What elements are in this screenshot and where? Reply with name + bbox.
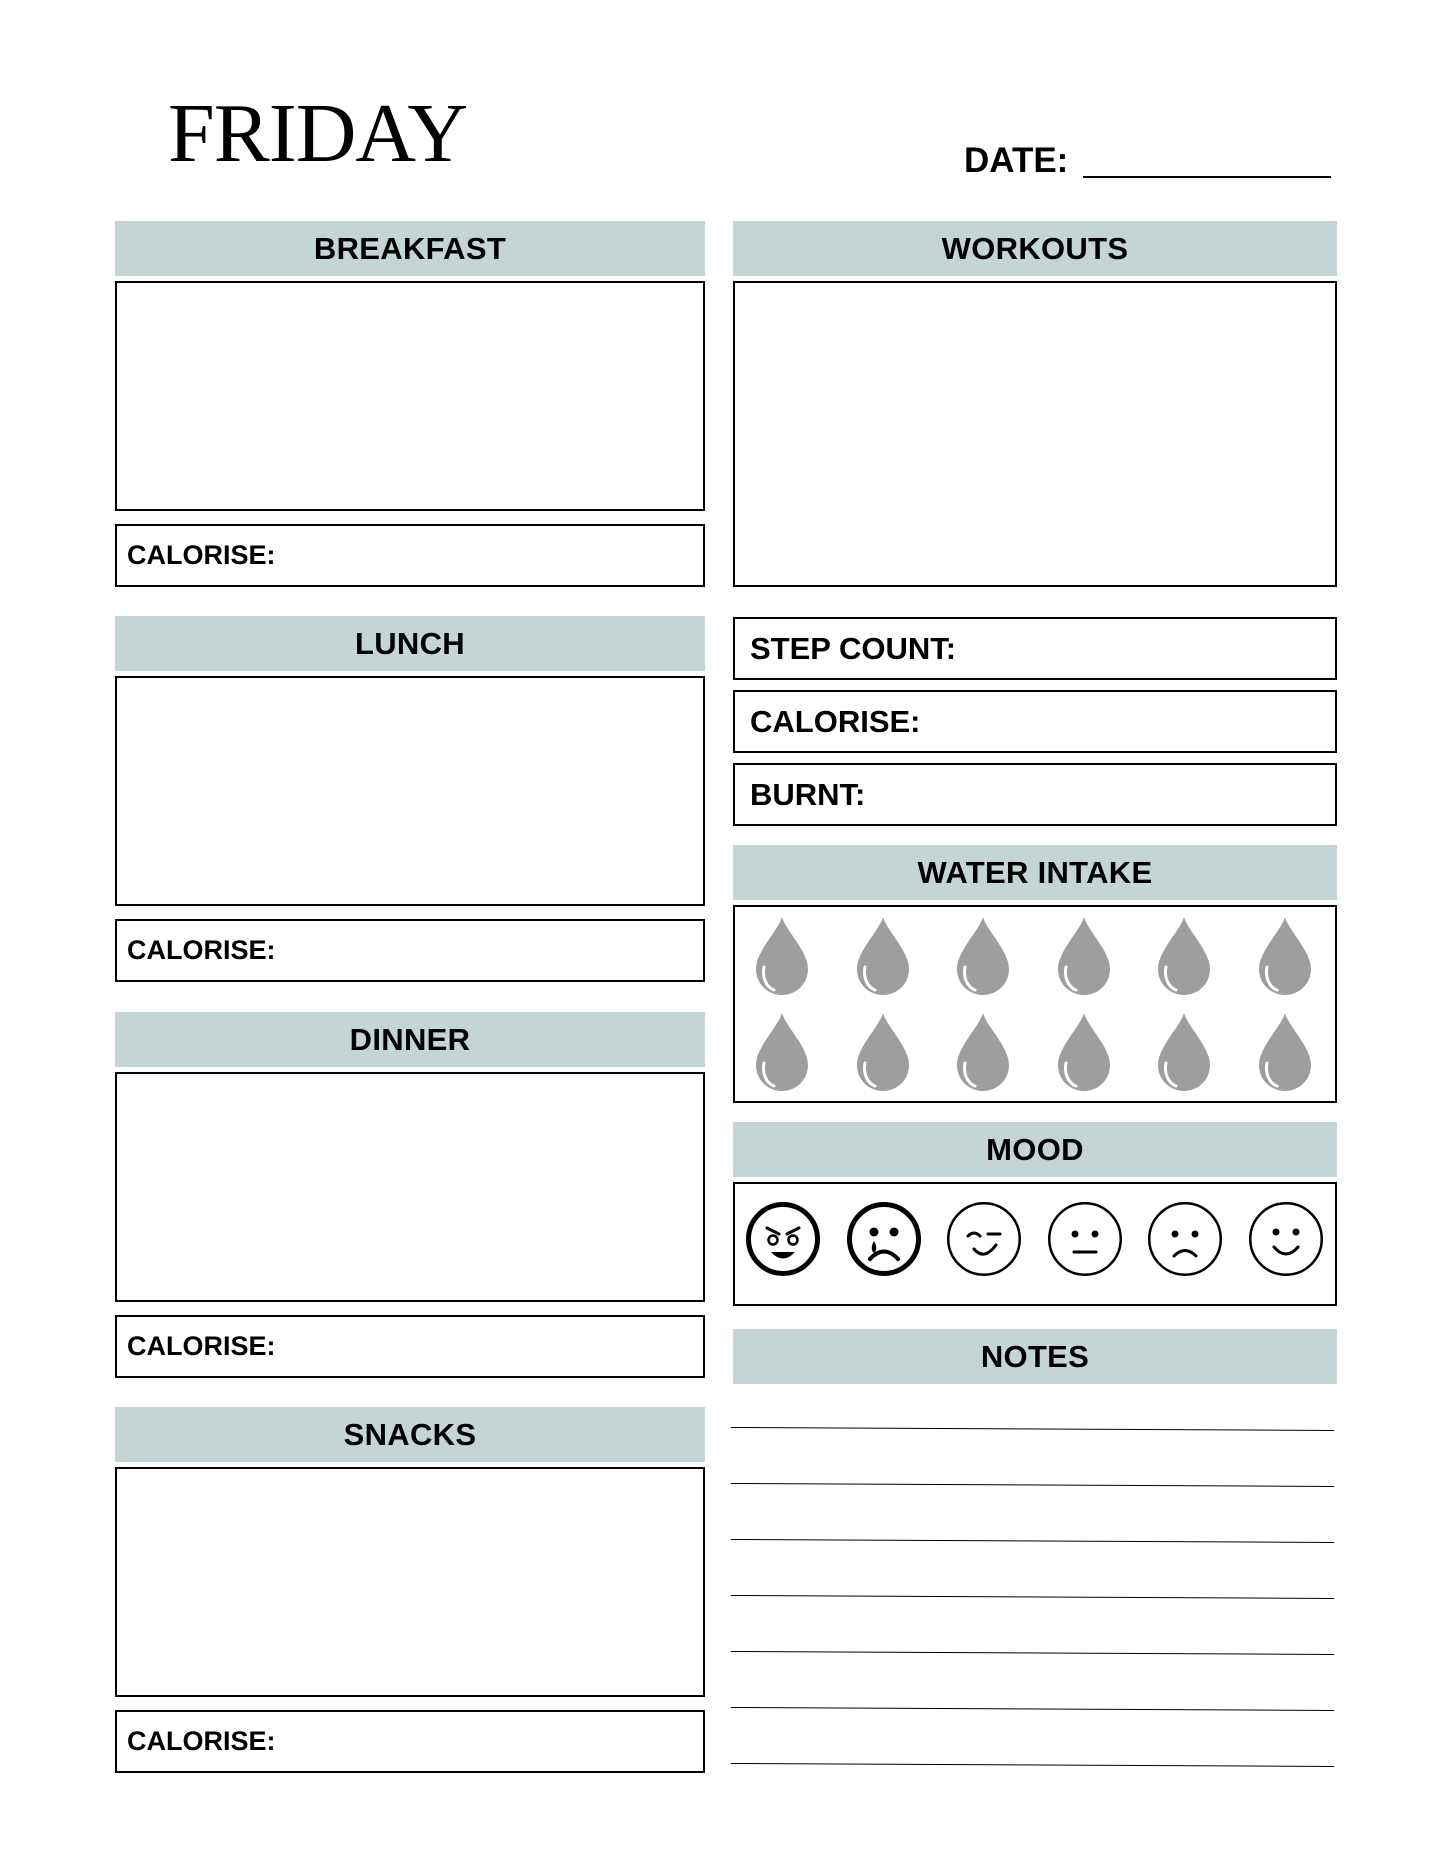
water-drop-icon[interactable] — [1054, 915, 1114, 997]
water-drop-icon[interactable] — [1255, 915, 1315, 997]
water-drop-icon[interactable] — [1154, 1011, 1214, 1093]
dinner-box[interactable] — [115, 1072, 705, 1302]
burnt-field[interactable] — [733, 763, 1337, 826]
page-title: FRIDAY — [168, 87, 467, 180]
lunch-box[interactable] — [115, 676, 705, 906]
water-drop-icon[interactable] — [953, 1011, 1013, 1093]
water-drop-icon[interactable] — [1154, 915, 1214, 997]
note-line[interactable] — [731, 1707, 1334, 1711]
dinner-header: DINNER — [115, 1012, 705, 1067]
water-drop-icon[interactable] — [752, 915, 812, 997]
burnt-label: BURNT: — [750, 776, 866, 812]
snacks-box[interactable] — [115, 1467, 705, 1697]
note-line[interactable] — [731, 1539, 1334, 1543]
dinner-calories-field[interactable] — [115, 1315, 705, 1378]
notes-header: NOTES — [733, 1329, 1337, 1384]
calories-field[interactable] — [733, 690, 1337, 753]
calories-label: CALORISE: — [750, 703, 921, 739]
water-intake-header: WATER INTAKE — [733, 845, 1337, 900]
workouts-header: WORKOUTS — [733, 221, 1337, 276]
lunch-calories-field[interactable] — [115, 919, 705, 982]
crying-face-icon[interactable] — [844, 1199, 924, 1279]
breakfast-header: BREAKFAST — [115, 221, 705, 276]
smiling-face-icon[interactable] — [1246, 1199, 1326, 1279]
step-count-label: STEP COUNT: — [750, 630, 957, 666]
mood-header: MOOD — [733, 1122, 1337, 1177]
snacks-header: SNACKS — [115, 1407, 705, 1462]
note-line[interactable] — [731, 1763, 1334, 1767]
water-drop-icon[interactable] — [853, 1011, 913, 1093]
note-line[interactable] — [731, 1595, 1334, 1599]
water-drop-icon[interactable] — [953, 915, 1013, 997]
note-line[interactable] — [731, 1427, 1334, 1431]
date-label: DATE: — [964, 141, 1069, 180]
snacks-calories-label: CALORISE: — [127, 1726, 276, 1756]
mood-faces-row — [730, 1178, 1334, 1303]
breakfast-calories-field[interactable] — [115, 524, 705, 587]
water-drop-icon[interactable] — [752, 1011, 812, 1093]
breakfast-calories-label: CALORISE: — [127, 540, 276, 570]
note-line[interactable] — [731, 1651, 1334, 1655]
water-drop-icon[interactable] — [1054, 1011, 1114, 1093]
dinner-calories-label: CALORISE: — [127, 1331, 276, 1361]
winking-face-icon[interactable] — [944, 1199, 1024, 1279]
step-count-field[interactable] — [733, 617, 1337, 680]
snacks-calories-field[interactable] — [115, 1710, 705, 1773]
note-line[interactable] — [731, 1483, 1334, 1487]
workouts-box[interactable] — [733, 281, 1337, 587]
water-drop-icon[interactable] — [1255, 1011, 1315, 1093]
angry-face-icon[interactable] — [743, 1199, 823, 1279]
date-input-line[interactable] — [1083, 176, 1331, 178]
sad-face-icon[interactable] — [1145, 1199, 1225, 1279]
water-drops-grid — [730, 901, 1334, 1100]
lunch-header: LUNCH — [115, 616, 705, 671]
lunch-calories-label: CALORISE: — [127, 935, 276, 965]
water-drop-icon[interactable] — [853, 915, 913, 997]
neutral-face-icon[interactable] — [1045, 1199, 1125, 1279]
breakfast-box[interactable] — [115, 281, 705, 511]
